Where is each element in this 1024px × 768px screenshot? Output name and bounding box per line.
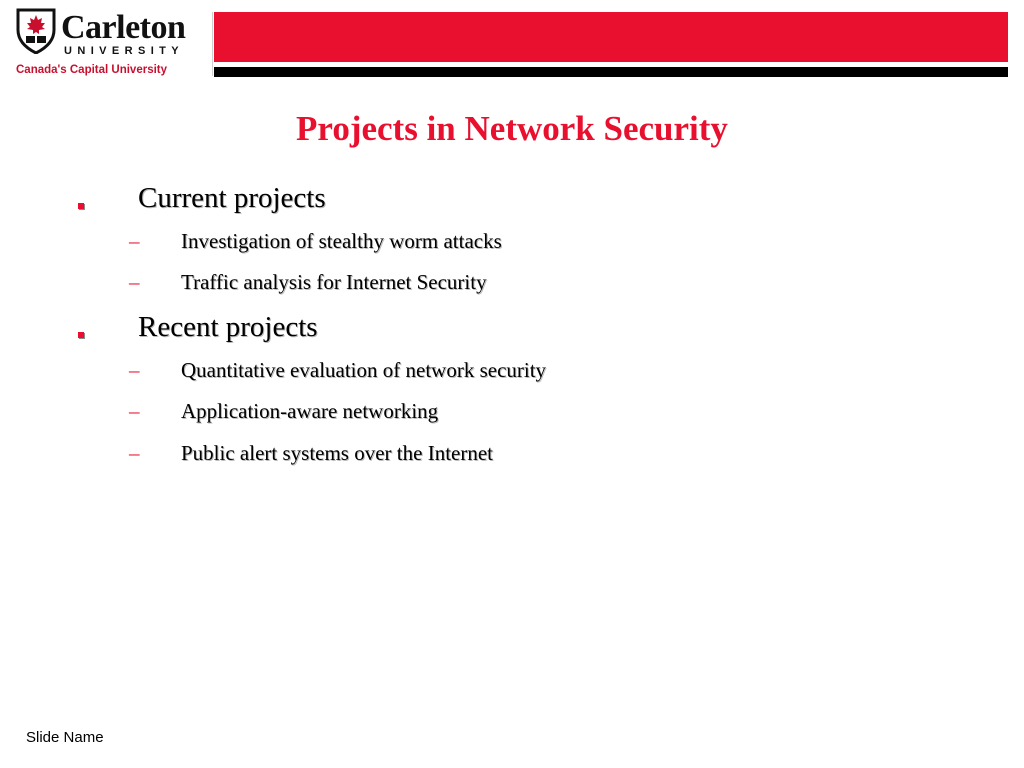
dash-bullet-icon: –	[129, 399, 140, 423]
section-heading: Recent projects	[138, 311, 318, 343]
list-item: Traffic analysis for Internet Security	[181, 270, 487, 294]
header-divider	[212, 12, 213, 76]
list-item: Application-aware networking	[181, 399, 439, 423]
carleton-logo	[14, 8, 194, 78]
list-item: Quantitative evaluation of network security	[181, 358, 547, 382]
header-red-band	[214, 12, 1008, 62]
logo-tagline: Canada's Capital University	[16, 64, 168, 76]
square-bullet-icon	[78, 203, 84, 209]
square-bullet-icon	[78, 332, 84, 338]
logo-wordmark: Carleton	[61, 9, 186, 46]
shield-crest-icon	[14, 8, 58, 54]
dash-bullet-icon: –	[129, 270, 140, 294]
slide-title: Projects in Network Security	[296, 109, 728, 148]
logo-subtitle: UNIVERSITY	[64, 45, 185, 57]
dash-bullet-icon: –	[129, 229, 140, 253]
dash-bullet-icon: –	[129, 441, 140, 465]
section-heading: Current projects	[138, 182, 326, 214]
dash-bullet-icon: –	[129, 358, 140, 382]
list-item: Investigation of stealthy worm attacks	[181, 229, 502, 253]
header-black-band	[214, 67, 1008, 77]
list-item: Public alert systems over the Internet	[181, 441, 493, 465]
slide-name-footer: Slide Name	[26, 729, 104, 746]
